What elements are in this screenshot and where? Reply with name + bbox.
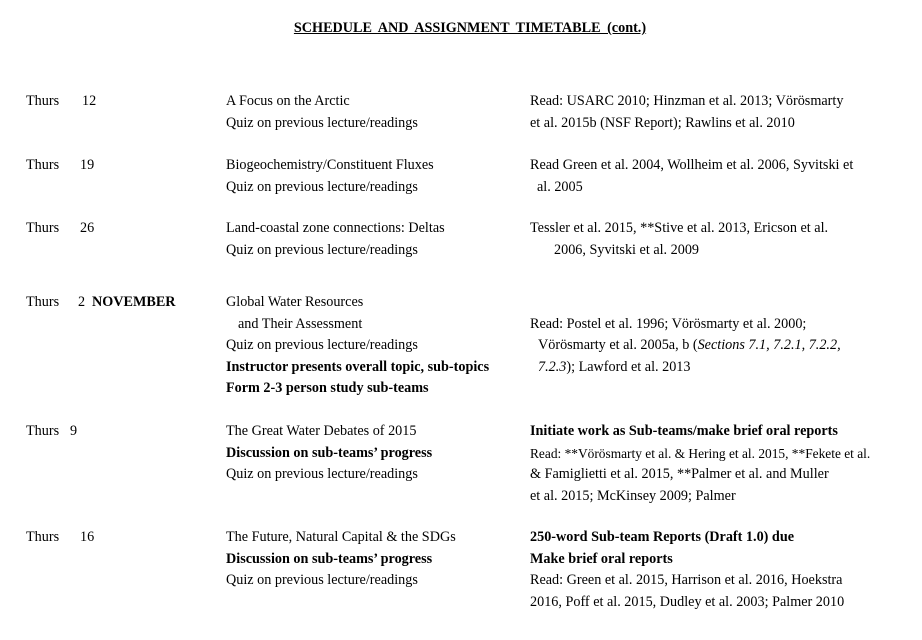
session-discussion: Discussion on sub-teams’ progress: [226, 444, 433, 461]
session-reading-line: Read: **Vörösmarty et al. & Hering et al. 2015, **Fekete et al.: [530, 445, 871, 461]
session-reading-line: & Famiglietti et al. 2015, **Palmer et al. and Muller: [530, 466, 829, 482]
session-quiz: Quiz on previous lecture/readings: [226, 241, 418, 258]
session-instructor-note: Instructor presents overall topic, sub-topics: [226, 358, 490, 375]
session-topic: The Great Water Debates of 2015: [226, 423, 417, 439]
session-assignment: 250-word Sub-team Reports (Draft 1.0) due: [530, 529, 795, 545]
session-day: Thurs: [26, 529, 60, 545]
session-assignment: Initiate work as Sub-teams/make brief oral reports: [530, 423, 838, 439]
session-reading-line: Tessler et al. 2015, **Stive et al. 2013, Ericson et al.: [530, 220, 829, 236]
session-reading-line: [538, 335, 841, 357]
reading-sections: 7.2.3: [538, 358, 567, 375]
session-reading-line: et al. 2015; McKinsey 2009; Palmer: [530, 487, 736, 504]
reading-text: Vörösmarty et al. 2005a, b (: [538, 337, 698, 353]
session-quiz: Quiz on previous lecture/readings: [226, 337, 418, 353]
session-date: 19: [80, 157, 95, 173]
reading-text: ); Lawford et al. 2013: [566, 358, 691, 375]
session-reading-line: Read: Green et al. 2015, Harrison et al. 2016, Hoekstra: [530, 572, 843, 588]
session-month: NOVEMBER: [92, 294, 176, 310]
session-topic: Global Water Resources: [226, 294, 364, 310]
session-discussion: Discussion on sub-teams’ progress: [226, 550, 433, 567]
session-date: 9: [70, 423, 78, 439]
session-topic: Biogeochemistry/Constituent Fluxes: [226, 157, 434, 173]
session-quiz: Quiz on previous lecture/readings: [226, 572, 418, 588]
session-reading-line: 2016, Poff et al. 2015, Dudley et al. 2003; Palmer 2010: [530, 593, 845, 610]
session-topic-continued: and Their Assessment: [238, 315, 363, 332]
session-reading-line: et al. 2015b (NSF Report); Rawlins et al. 2010: [530, 114, 795, 131]
session-quiz: Quiz on previous lecture/readings: [226, 114, 418, 131]
session-reading-line: Read: USARC 2010; Hinzman et al. 2013; Vörösmarty: [530, 93, 844, 109]
session-date: 16: [80, 529, 95, 545]
session-topic: The Future, Natural Capital & the SDGs: [226, 529, 456, 545]
page-title: SCHEDULE AND ASSIGNMENT TIMETABLE (cont.): [293, 20, 647, 36]
session-day: Thurs: [26, 220, 60, 236]
reading-sections: Sections 7.1, 7.2.1, 7.2.2,: [697, 337, 841, 353]
session-quiz: Quiz on previous lecture/readings: [226, 466, 418, 482]
session-team-note: Form 2-3 person study sub-teams: [226, 380, 429, 396]
session-reading-line: Read: Postel et al. 1996; Vörösmarty et al. 2000;: [530, 315, 807, 332]
session-reading-line: 2006, Syvitski et al. 2009: [554, 241, 700, 258]
session-day: Thurs: [26, 423, 60, 439]
session-date: 2: [78, 294, 86, 310]
session-quiz: Quiz on previous lecture/readings: [226, 178, 418, 195]
session-date: 26: [80, 220, 95, 236]
session-day: Thurs: [26, 157, 60, 173]
session-day: Thurs: [26, 294, 60, 310]
session-reading-line: al. 2005: [537, 178, 583, 195]
session-topic: Land-coastal zone connections: Deltas: [226, 220, 445, 236]
session-reading-line: [538, 357, 690, 379]
session-reading-line: Read Green et al. 2004, Wollheim et al. 2006, Syvitski et: [530, 157, 854, 173]
session-day: Thurs: [26, 93, 60, 109]
session-date: 12: [82, 93, 97, 109]
session-assignment: Make brief oral reports: [530, 550, 673, 567]
session-topic: A Focus on the Arctic: [226, 93, 350, 109]
